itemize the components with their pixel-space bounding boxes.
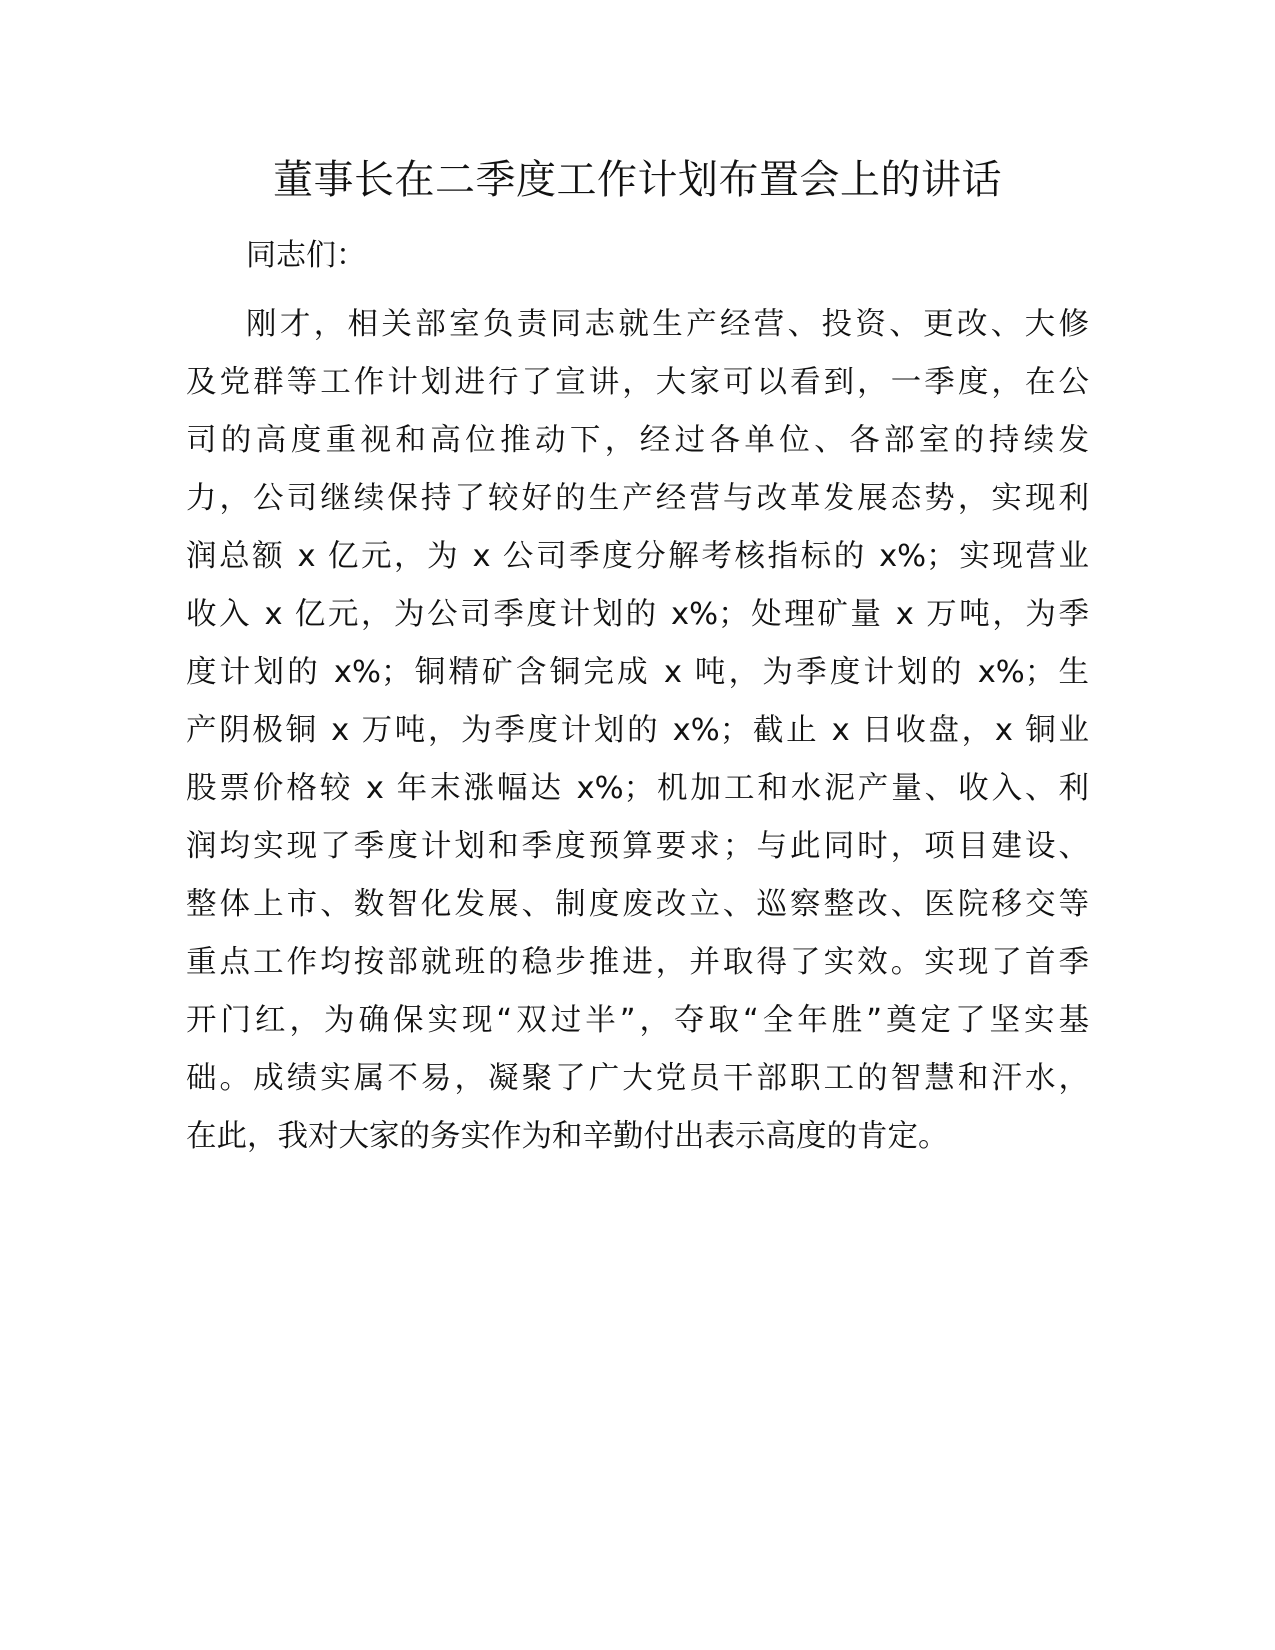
paragraph-line: 司的高度重视和高位推动下，经过各单位、各部室的持续发: [186, 423, 1089, 458]
paragraph-line: 重点工作均按部就班的稳步推进，并取得了实效。实现了首季: [186, 945, 1089, 980]
paragraph-line: 收入 x 亿元，为公司季度计划的 x%；处理矿量 x 万吨，为季: [186, 597, 1089, 632]
body-paragraph: [186, 296, 1089, 1166]
salutation: 同志们：: [246, 238, 366, 273]
paragraph-line: 力，公司继续保持了较好的生产经营与改革发展态势，实现利: [186, 481, 1089, 516]
paragraph-line: 在此，我对大家的务实作为和辛勤付出表示高度的肯定。: [186, 1119, 949, 1154]
paragraph-line: 及党群等工作计划进行了宣讲，大家可以看到，一季度，在公: [186, 365, 1089, 400]
paragraph-line: 润均实现了季度计划和季度预算要求；与此同时，项目建设、: [186, 829, 1089, 864]
document-title: 董事长在二季度工作计划布置会上的讲话: [273, 157, 1002, 203]
paragraph-line: 开门红，为确保实现“双过半”，夺取“全年胜”奠定了坚实基: [186, 1003, 1089, 1038]
paragraph-line: 润总额 x 亿元，为 x 公司季度分解考核指标的 x%；实现营业: [186, 539, 1089, 574]
paragraph-line: 股票价格较 x 年末涨幅达 x%；机加工和水泥产量、收入、利: [186, 771, 1089, 806]
paragraph-line: 产阴极铜 x 万吨，为季度计划的 x%；截止 x 日收盘，x 铜业: [186, 713, 1089, 748]
paragraph-line: 础。成绩实属不易，凝聚了广大党员干部职工的智慧和汗水，: [186, 1061, 1089, 1096]
paragraph-line: 刚才，相关部室负责同志就生产经营、投资、更改、大修: [246, 307, 1089, 342]
paragraph-line: 度计划的 x%；铜精矿含铜完成 x 吨，为季度计划的 x%；生: [186, 655, 1089, 690]
paragraph-line: 整体上市、数智化发展、制度废改立、巡察整改、医院移交等: [186, 887, 1089, 922]
